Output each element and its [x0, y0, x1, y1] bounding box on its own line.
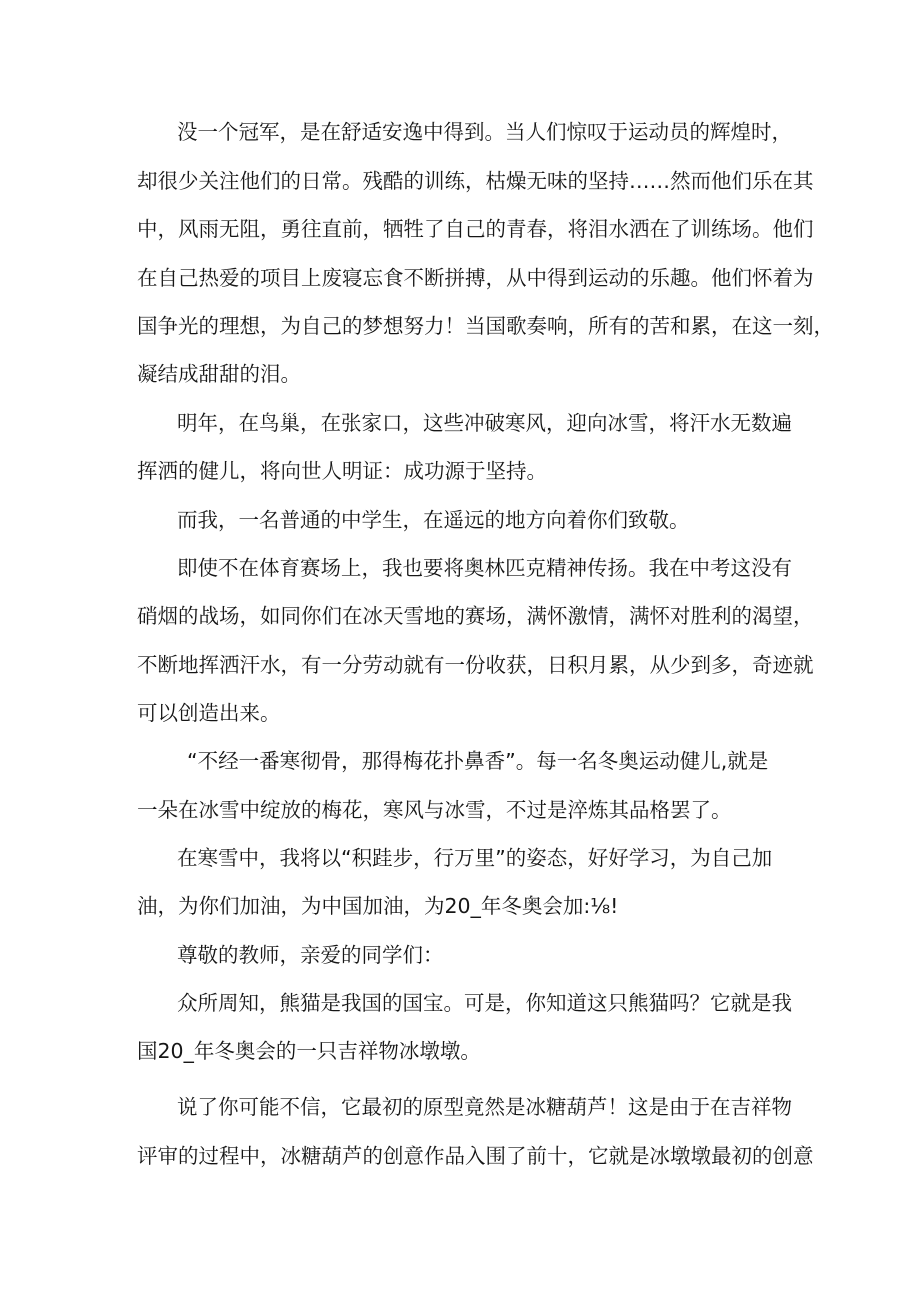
text-line: 众所周知，熊猫是我国的国宝。可是，你知道这只熊猫吗？它就是我 [177, 991, 792, 1015]
text-line: 说了你可能不信，它最初的原型竟然是冰糖葫芦！这是由于在吉祥物 [177, 1095, 792, 1119]
text-line: 国争光的理想，为自己的梦想努力！当国歌奏响，所有的苦和累，在这一刻， [137, 314, 834, 338]
text-line: 没一个冠军，是在舒适安逸中得到。当人们惊叹于运动员的辉煌时， [177, 120, 792, 144]
text-line: 却很少关注他们的日常。残酷的训练，枯燥无味的坚持……然而他们乐在其 [137, 169, 814, 193]
text-line: 不断地挥洒汗水，有一分劳动就有一份收获，日积月累，从少到多，奇迹就 [137, 653, 814, 677]
text-line: 国20_年冬奥会的一只吉祥物冰墩墩。 [137, 1039, 481, 1063]
text-line: 油，为你们加油，为中国加油，为20_年冬奥会加:⅛! [137, 894, 619, 918]
text-line: 凝结成甜甜的泪。 [137, 362, 301, 386]
text-line: 挥洒的健儿，将向世人明证：成功源于坚持。 [137, 459, 547, 483]
text-line: 硝烟的战场，如同你们在冰天雪地的赛场，满怀激情，满怀对胜利的渴望， [137, 604, 814, 628]
text-line: 可以创造出来。 [137, 701, 281, 725]
text-line: 明年，在鸟巢，在张家口，这些冲破寒风，迎向冰雪，将汗水无数遍 [177, 411, 792, 435]
text-line: 评审的过程中，冰糖葫芦的创意作品入围了前十，它就是冰墩墩最初的创意 [137, 1144, 814, 1168]
text-line: 即使不在体育赛场上，我也要将奥林匹克精神传扬。我在中考这没有 [177, 556, 792, 580]
text-line: 在自己热爱的项目上废寝忘食不断拼搏，从中得到运动的乐趣。他们怀着为 [137, 266, 814, 290]
text-line: 一朵在冰雪中绽放的梅花，寒风与冰雪，不过是淬炼其品格罢了。 [137, 798, 732, 822]
text-line: “不经一番寒彻骨，那得梅花扑鼻香”。每一名冬奥运动健儿,就是 [187, 749, 769, 773]
text-line: 中，风雨无阻，勇往直前，牺牲了自己的青春，将泪水洒在了训练场。他们 [137, 217, 814, 241]
text-line: 尊敬的教师，亲爱的同学们： [177, 943, 444, 967]
text-line: 而我，一名普通的中学生，在遥远的地方向着你们致敬。 [177, 508, 690, 532]
text-line: 在寒雪中，我将以“积跬步，行万里”的姿态，好好学习，为自己加 [177, 846, 773, 870]
